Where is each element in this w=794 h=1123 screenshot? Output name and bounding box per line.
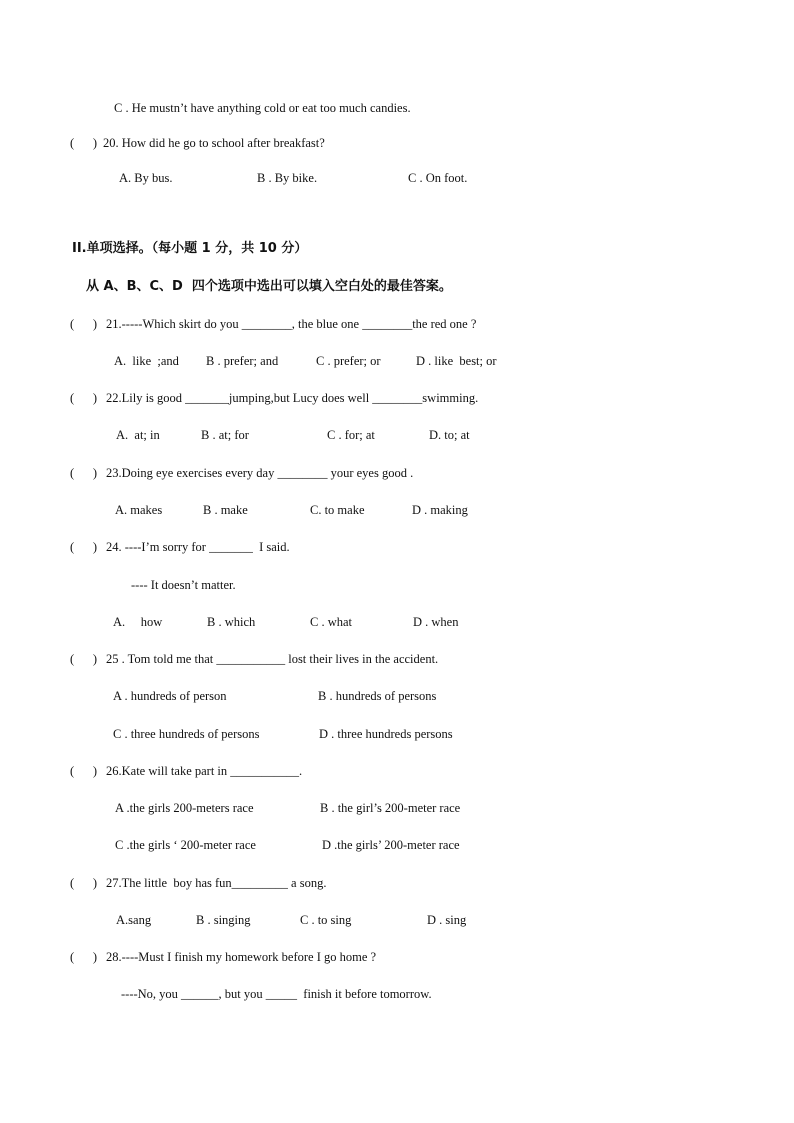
q21-option-c: C . prefer; or: [316, 354, 381, 368]
q23-option-d: D . making: [412, 503, 468, 517]
q19-option-c: C . He mustn’t have anything cold or eat too much candies.: [114, 101, 411, 115]
q23-stem: 23.Doing eye exercises every day ________ your eyes good .: [106, 466, 414, 480]
q22-option-d: D. to; at: [429, 428, 470, 442]
q27-answer-bracket: ( ): [70, 876, 98, 890]
q24-option-b: B . which: [207, 615, 256, 629]
q22-stem: 22.Lily is good _______jumping,but Lucy does well ________swimming.: [106, 391, 479, 405]
q25-answer-bracket: ( ): [70, 652, 98, 666]
q20-option-a: A. By bus.: [119, 171, 173, 185]
q21-answer-bracket: ( ): [70, 317, 98, 331]
q24-reply: ---- It doesn’t matter.: [131, 578, 236, 592]
q22-option-c: C . for; at: [327, 428, 375, 442]
q26-option-d: D .the girls’ 200-meter race: [322, 838, 460, 852]
q25-option-d: D . three hundreds persons: [319, 727, 453, 741]
q26-answer-bracket: ( ): [70, 764, 98, 778]
q26-option-c: C .the girls ‘ 200-meter race: [115, 838, 256, 852]
q23-option-a: A. makes: [115, 503, 163, 517]
q27-option-a: A.sang: [116, 913, 152, 927]
q25-option-b: B . hundreds of persons: [318, 689, 437, 703]
q21-option-b: B . prefer; and: [206, 354, 279, 368]
q25-option-a: A . hundreds of person: [113, 689, 227, 703]
q20-stem: 20. How did he go to school after breakfast?: [103, 136, 325, 150]
section-instruction: 从 A、B、C、D 四个选项中选出可以填入空白处的最佳答案。: [86, 279, 452, 294]
q24-option-a: A. how: [113, 615, 163, 629]
q28-reply: ----No, you ______, but you _____ finish it before tomorrow.: [121, 987, 432, 1001]
q21-option-d: D . like best; or: [416, 354, 497, 368]
q25-stem: 25 . Tom told me that ___________ lost their lives in the accident.: [106, 652, 439, 666]
q24-option-d: D . when: [413, 615, 459, 629]
q22-option-b: B . at; for: [201, 428, 249, 442]
q23-option-b: B . make: [203, 503, 248, 517]
q24-option-c: C . what: [310, 615, 353, 629]
q23-option-c: C. to make: [310, 503, 365, 517]
q23-answer-bracket: ( ): [70, 466, 98, 480]
q25-option-c: C . three hundreds of persons: [113, 727, 260, 741]
q20-option-c: C . On foot.: [408, 171, 468, 185]
q28-stem: 28.----Must I finish my homework before I go home ?: [106, 950, 377, 964]
q26-option-b: B . the girl’s 200-meter race: [320, 801, 461, 815]
q21-stem: 21.-----Which skirt do you ________, the blue one ________the red one ?: [106, 317, 477, 331]
q27-option-c: C . to sing: [300, 913, 352, 927]
q28-answer-bracket: ( ): [70, 950, 98, 964]
q27-option-d: D . sing: [427, 913, 467, 927]
q26-stem: 26.Kate will take part in ___________.: [106, 764, 303, 778]
q27-stem: 27.The little boy has fun_________ a song.: [106, 876, 327, 890]
q27-option-b: B . singing: [196, 913, 251, 927]
q24-answer-bracket: ( ): [70, 540, 98, 554]
q24-stem: 24. ----I’m sorry for _______ I said.: [106, 540, 290, 554]
section-heading: II.单项选择。（每小题 1 分，共 10 分）: [72, 241, 308, 256]
q22-option-a: A. at; in: [116, 428, 160, 442]
q26-option-a: A .the girls 200-meters race: [115, 801, 254, 815]
q22-answer-bracket: ( ): [70, 391, 98, 405]
q20-option-b: B . By bike.: [257, 171, 318, 185]
q21-option-a: A. like ;and: [114, 354, 179, 368]
q20-answer-bracket: ( ): [70, 136, 98, 150]
